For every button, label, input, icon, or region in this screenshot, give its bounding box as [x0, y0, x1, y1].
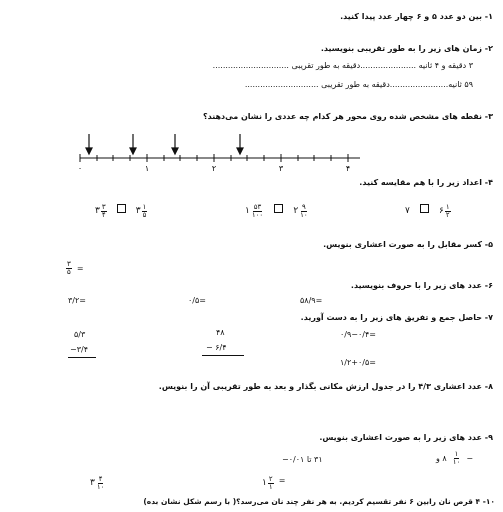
fraction-to-decimal: $\frac{۳}{۵}$ = [67, 260, 84, 276]
q7-expression-2: ۱/۲+۰/۵= [340, 358, 376, 367]
arrow-down-icon [237, 134, 243, 154]
point-arrows [86, 134, 243, 154]
answer-box[interactable] [117, 204, 126, 213]
q9-item-c: ۱ $\frac{۲}{۱}$ = [262, 474, 286, 491]
mixed-number: ۶ $\frac{۱}{۲}$ [439, 202, 450, 219]
answer-box[interactable] [274, 204, 283, 213]
question-9: ۹- عدد های زیر را به صورت اعشاری بنویس. [319, 433, 493, 442]
question-10: ۱۰- ۴ قرص نان رابین ۶ نفر تقسیم کردیم. به هر نفر چند نان می‌رسد؟( با رسم شکل نشان بده) [143, 497, 495, 506]
q9-item-b: ۳۱ تا ۰/۰۱− [282, 455, 323, 464]
mixed-number: ۲ $\frac{۹}{۱۰}$ [293, 202, 308, 219]
tick-label-4: ۴ [345, 164, 351, 173]
answer-box[interactable] [420, 204, 429, 213]
question-2-a: ۳ دقیقه و ۴ ثانیه ......................دقیقه به طور تقریبی .............................. [212, 61, 473, 70]
question-1: ۱- بین دو عدد ۵ و ۶ چهار عدد پیدا کنید. [340, 12, 493, 21]
q7-vertical-1-top: ۴۸ [216, 328, 225, 337]
arrow-down-icon [86, 134, 92, 154]
q6-item-3: ۳/۲= [68, 296, 86, 305]
compare-pair-3: ۷ ۶ $\frac{۱}{۲}$ [405, 202, 450, 219]
q7-vertical-2-rule [68, 357, 96, 358]
question-6: ۶- عدد های زیر را با حروف بنویسید. [350, 281, 493, 290]
q6-item-2: ۰/۵= [188, 296, 206, 305]
q7-vertical-2-bottom: −۳/۴ [70, 345, 88, 354]
question-5: ۵- کسر مقابل را به صورت اعشاری بنویس. [323, 240, 493, 249]
arrow-down-icon [172, 134, 178, 154]
question-3: ۳- نقطه های مشخص شده روی محور هر کدام چه عددی را نشان می‌دهند؟ [202, 112, 493, 121]
arrow-down-icon [130, 134, 136, 154]
compare-pair-2 [245, 198, 309, 219]
q7-expression-1: ۰/۹−۰/۴= [340, 330, 376, 339]
compare-pair-1 [95, 198, 147, 219]
q7-vertical-2-top: ۵/۳ [74, 330, 86, 339]
question-8: ۸- عدد اعشاری ۴/۳ را در جدول ارزش مکانی بگذار و بعد به طور تقریبی آن را بنویس. [158, 382, 493, 391]
question-4: ۴- اعداد زیر را با هم مقایسه کنید. [359, 178, 493, 187]
mixed-number: ۳ $\frac{۳}{۴}$ [95, 202, 106, 219]
question-7: ۷- حاصل جمع و تفریق های زیر را به دست آورید. [300, 313, 493, 322]
q6-item-1: ۵۸/۹= [300, 296, 323, 305]
tick-label-1: ۱ [144, 164, 150, 173]
question-2-b: ۵۹ ثانیه.......................دقیقه به طور تقریبی ............................. [244, 80, 473, 89]
mixed-number: ۱ $\frac{۵۳}{۱۰۰}$ [245, 202, 264, 219]
q7-vertical-1-rule [202, 355, 244, 356]
mixed-number: ۳ $\frac{۱}{۵}$ [135, 202, 147, 219]
question-2: ۲- زمان های زیر را به طور تقریبی بنویسید. [320, 44, 493, 53]
q7-vertical-1-bottom: − ۶/۴ [206, 343, 227, 352]
q9-item-d: ۳ $\frac{۴}{۱۰}$ [90, 474, 105, 491]
q9-item-a: − $\frac{۱}{۱۰}$ ۸ و [436, 450, 474, 466]
tick-label-3: ۳ [278, 164, 284, 173]
tick-label-0: ۰ [77, 164, 83, 173]
tick-label-2: ۲ [211, 164, 217, 173]
